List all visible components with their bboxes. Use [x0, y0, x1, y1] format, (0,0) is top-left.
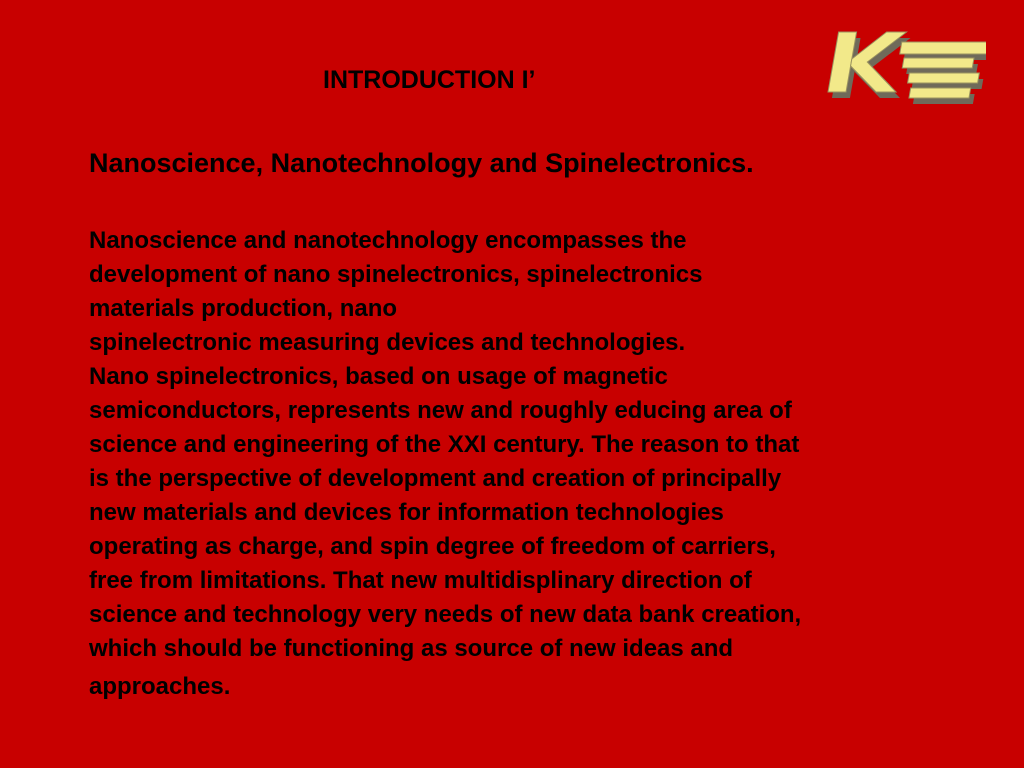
body-line: Nano spinelectronics, based on usage of magnetic: [89, 363, 668, 390]
body-line: new materials and devices for information technologies: [89, 499, 724, 526]
ke-logo-icon: [816, 24, 986, 114]
body-line: free from limitations. That new multidisplinary direction of: [89, 567, 752, 594]
body-line: which should be functioning as source of new ideas and: [89, 635, 734, 662]
body-line: semiconductors, represents new and roughly educing area of: [89, 397, 792, 424]
body-line: operating as charge, and spin degree of freedom of carriers,: [89, 533, 776, 560]
body-line: approaches.: [89, 673, 231, 700]
slide-subtitle: Nanoscience, Nanotechnology and Spinelectronics.: [89, 148, 754, 178]
slide-title: INTRODUCTION I’: [323, 66, 536, 94]
body-line: science and technology very needs of new data bank creation,: [89, 601, 802, 628]
body-line: spinelectronic measuring devices and technologies.: [89, 329, 686, 356]
body-line: Nanoscience and nanotechnology encompasses the: [89, 227, 687, 254]
ke-logo-graphic: [816, 24, 986, 114]
body-line: science and engineering of the XXI century. The reason to that: [89, 431, 800, 458]
ke-logo-letters: [826, 32, 986, 104]
body-line: materials production, nano: [89, 295, 398, 322]
body-paragraph: [89, 224, 949, 704]
body-line: is the perspective of development and creation of principally: [89, 465, 782, 492]
body-line: development of nano spinelectronics, spinelectronics: [89, 261, 703, 288]
